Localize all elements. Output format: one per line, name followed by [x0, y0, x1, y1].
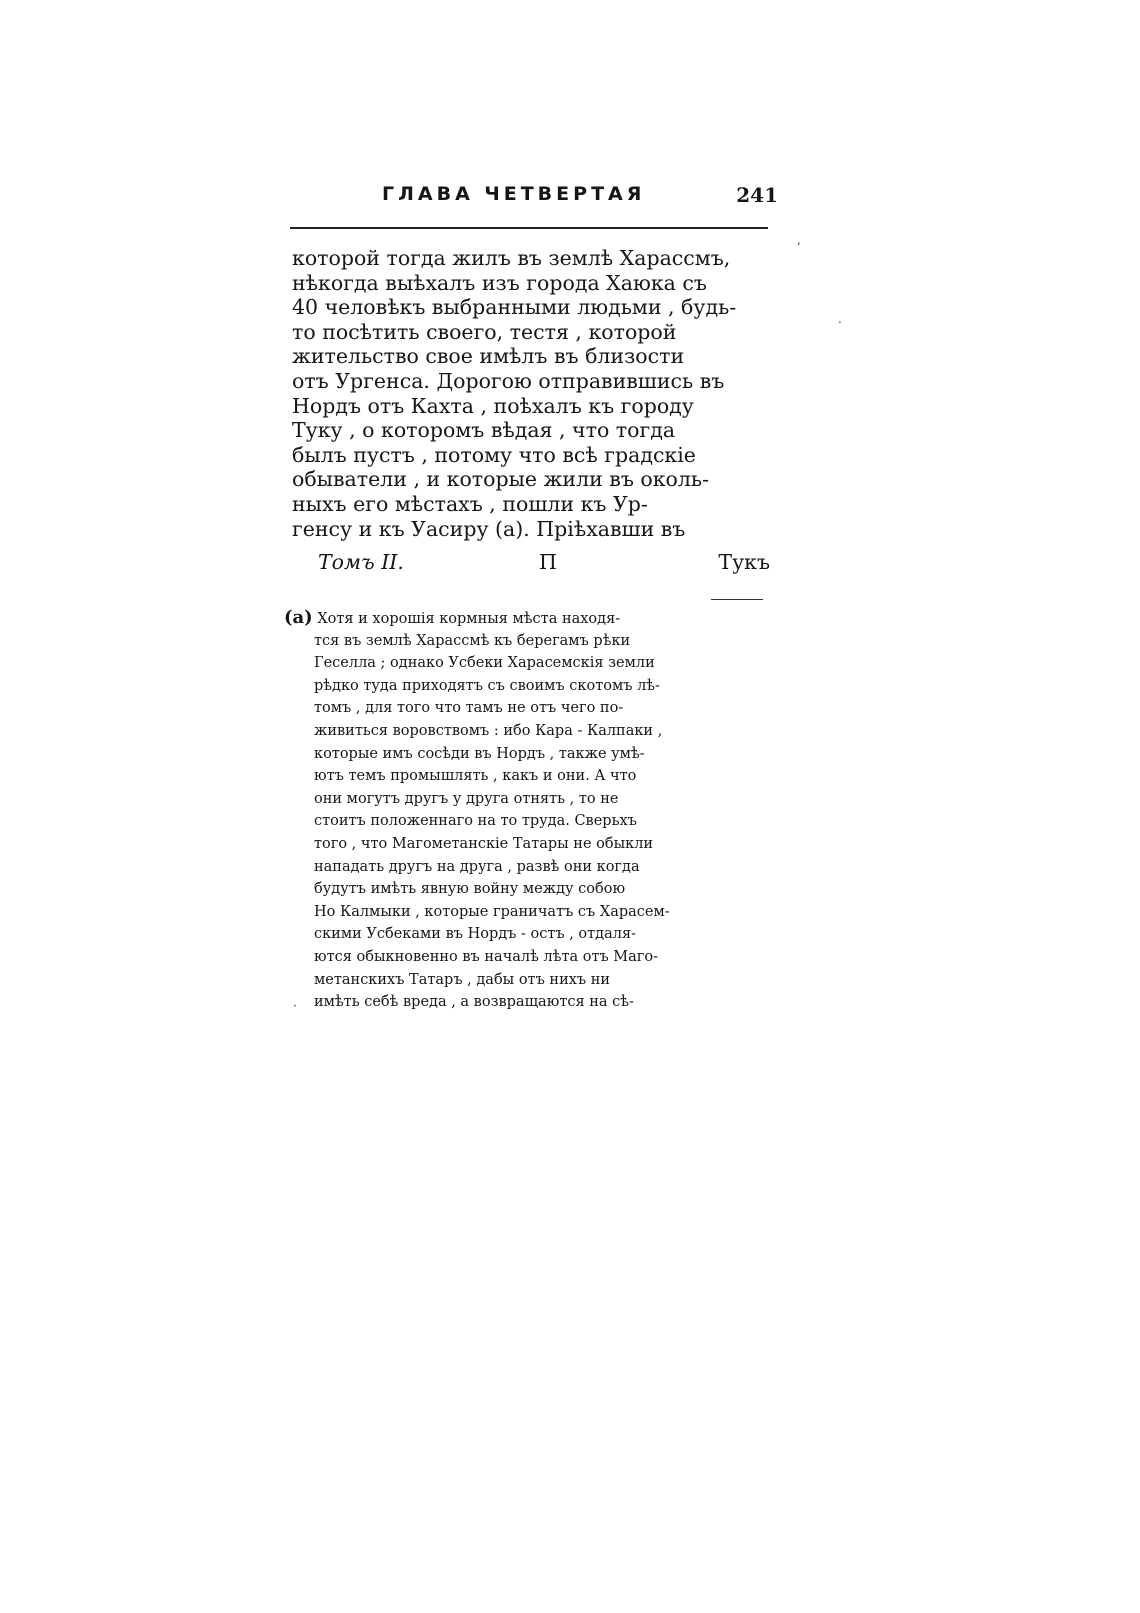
main-text-line: которой тогда жилъ въ землѣ Харассмъ, [292, 246, 731, 270]
footnote-rule [711, 599, 763, 600]
main-text-line: былъ пустъ , потому что всѣ градскіе [292, 442, 696, 467]
signature-mark: П [539, 550, 557, 574]
page-number: 241 [736, 183, 778, 207]
signature-line [318, 550, 770, 576]
footnote-block [284, 607, 774, 1014]
running-head [290, 183, 780, 213]
stray-mark: · [293, 999, 297, 1013]
footnote-line: томъ , для того что тамъ не отъ чего по- [314, 700, 624, 717]
footnote-line: Геселла ; однако Усбеки Харасемскія земли [314, 655, 655, 672]
footnote-first-line [284, 607, 774, 630]
footnote-line: они могутъ другъ у друга отнять , то не [314, 790, 619, 807]
main-text-line: Туку , о которомъ вѣдая , что тогда [292, 418, 676, 443]
main-text-line: нѣкогда выѣхалъ изъ города Хаюка съ [292, 270, 707, 295]
stray-mark: . [838, 312, 842, 326]
footnote-marker: (a) [284, 607, 313, 628]
main-text-line: ныхъ его мѣстахъ , пошли къ Ур- [292, 491, 648, 516]
footnote-line: Но Калмыки , которые граничатъ съ Харасем- [314, 903, 670, 920]
footnote-line: скими Усбеками въ Нордъ - остъ , отдаля- [314, 926, 637, 943]
footnote-line: будутъ имѣть явную войну между собою [314, 881, 626, 898]
footnote-line: ютъ темъ промышлять , какъ и они. А что [314, 768, 637, 785]
main-text-line: жительство свое имѣлъ въ близости [292, 344, 685, 369]
footnote-line: того , что Магометанскіе Татары не обыкли [314, 835, 654, 852]
main-text-line: то посѣтить своего, тестя , которой [292, 319, 677, 344]
catchword: Тукъ [718, 550, 770, 574]
main-text-line: генсу и къ Уасиру (a). Пріѣхавши въ [292, 516, 686, 541]
footnote-line: имѣть себѣ вреда , а возвращаются на сѣ- [314, 994, 634, 1011]
footnote-line: тся въ землѣ Харассмѣ къ берегамъ рѣки [314, 632, 631, 649]
running-title: ГЛАВА ЧЕТВЕРТАЯ [382, 183, 646, 205]
main-text-line: Нордъ отъ Кахта , поѣхалъ къ городу [292, 393, 694, 418]
main-text-line: отъ Ургенса. Дорогою отправившись въ [292, 368, 725, 393]
footnote-line: стоитъ положеннаго на то труда. Сверьхъ [314, 813, 637, 830]
footnote-line: которые имъ сосѣди въ Нордъ , также умѣ- [314, 745, 645, 762]
footnote-line: Хотя и хорошія кормныя мѣста находя- [317, 611, 621, 627]
main-text-block [292, 246, 770, 541]
footnote-line: ются обыкновенно въ началѣ лѣта отъ Маго- [314, 948, 659, 965]
stray-mark: , [797, 233, 801, 247]
footnote-line: метанскихъ Татаръ , дабы отъ нихъ ни [314, 971, 611, 988]
main-text-line: 40 человѣкъ выбранными людьми , будь- [292, 295, 737, 320]
main-text-line: обыватели , и которые жили въ околь- [292, 467, 710, 492]
header-rule [290, 227, 768, 229]
footnote-line: живиться воровствомъ : ибо Кара - Калпаки , [314, 722, 663, 739]
footnote-line: рѣдко туда приходятъ съ своимъ скотомъ лѣ- [314, 677, 660, 694]
footnote-line: нападать другъ на друга , развѣ они когда [314, 858, 640, 875]
volume-signature: Томъ II. [318, 550, 404, 574]
